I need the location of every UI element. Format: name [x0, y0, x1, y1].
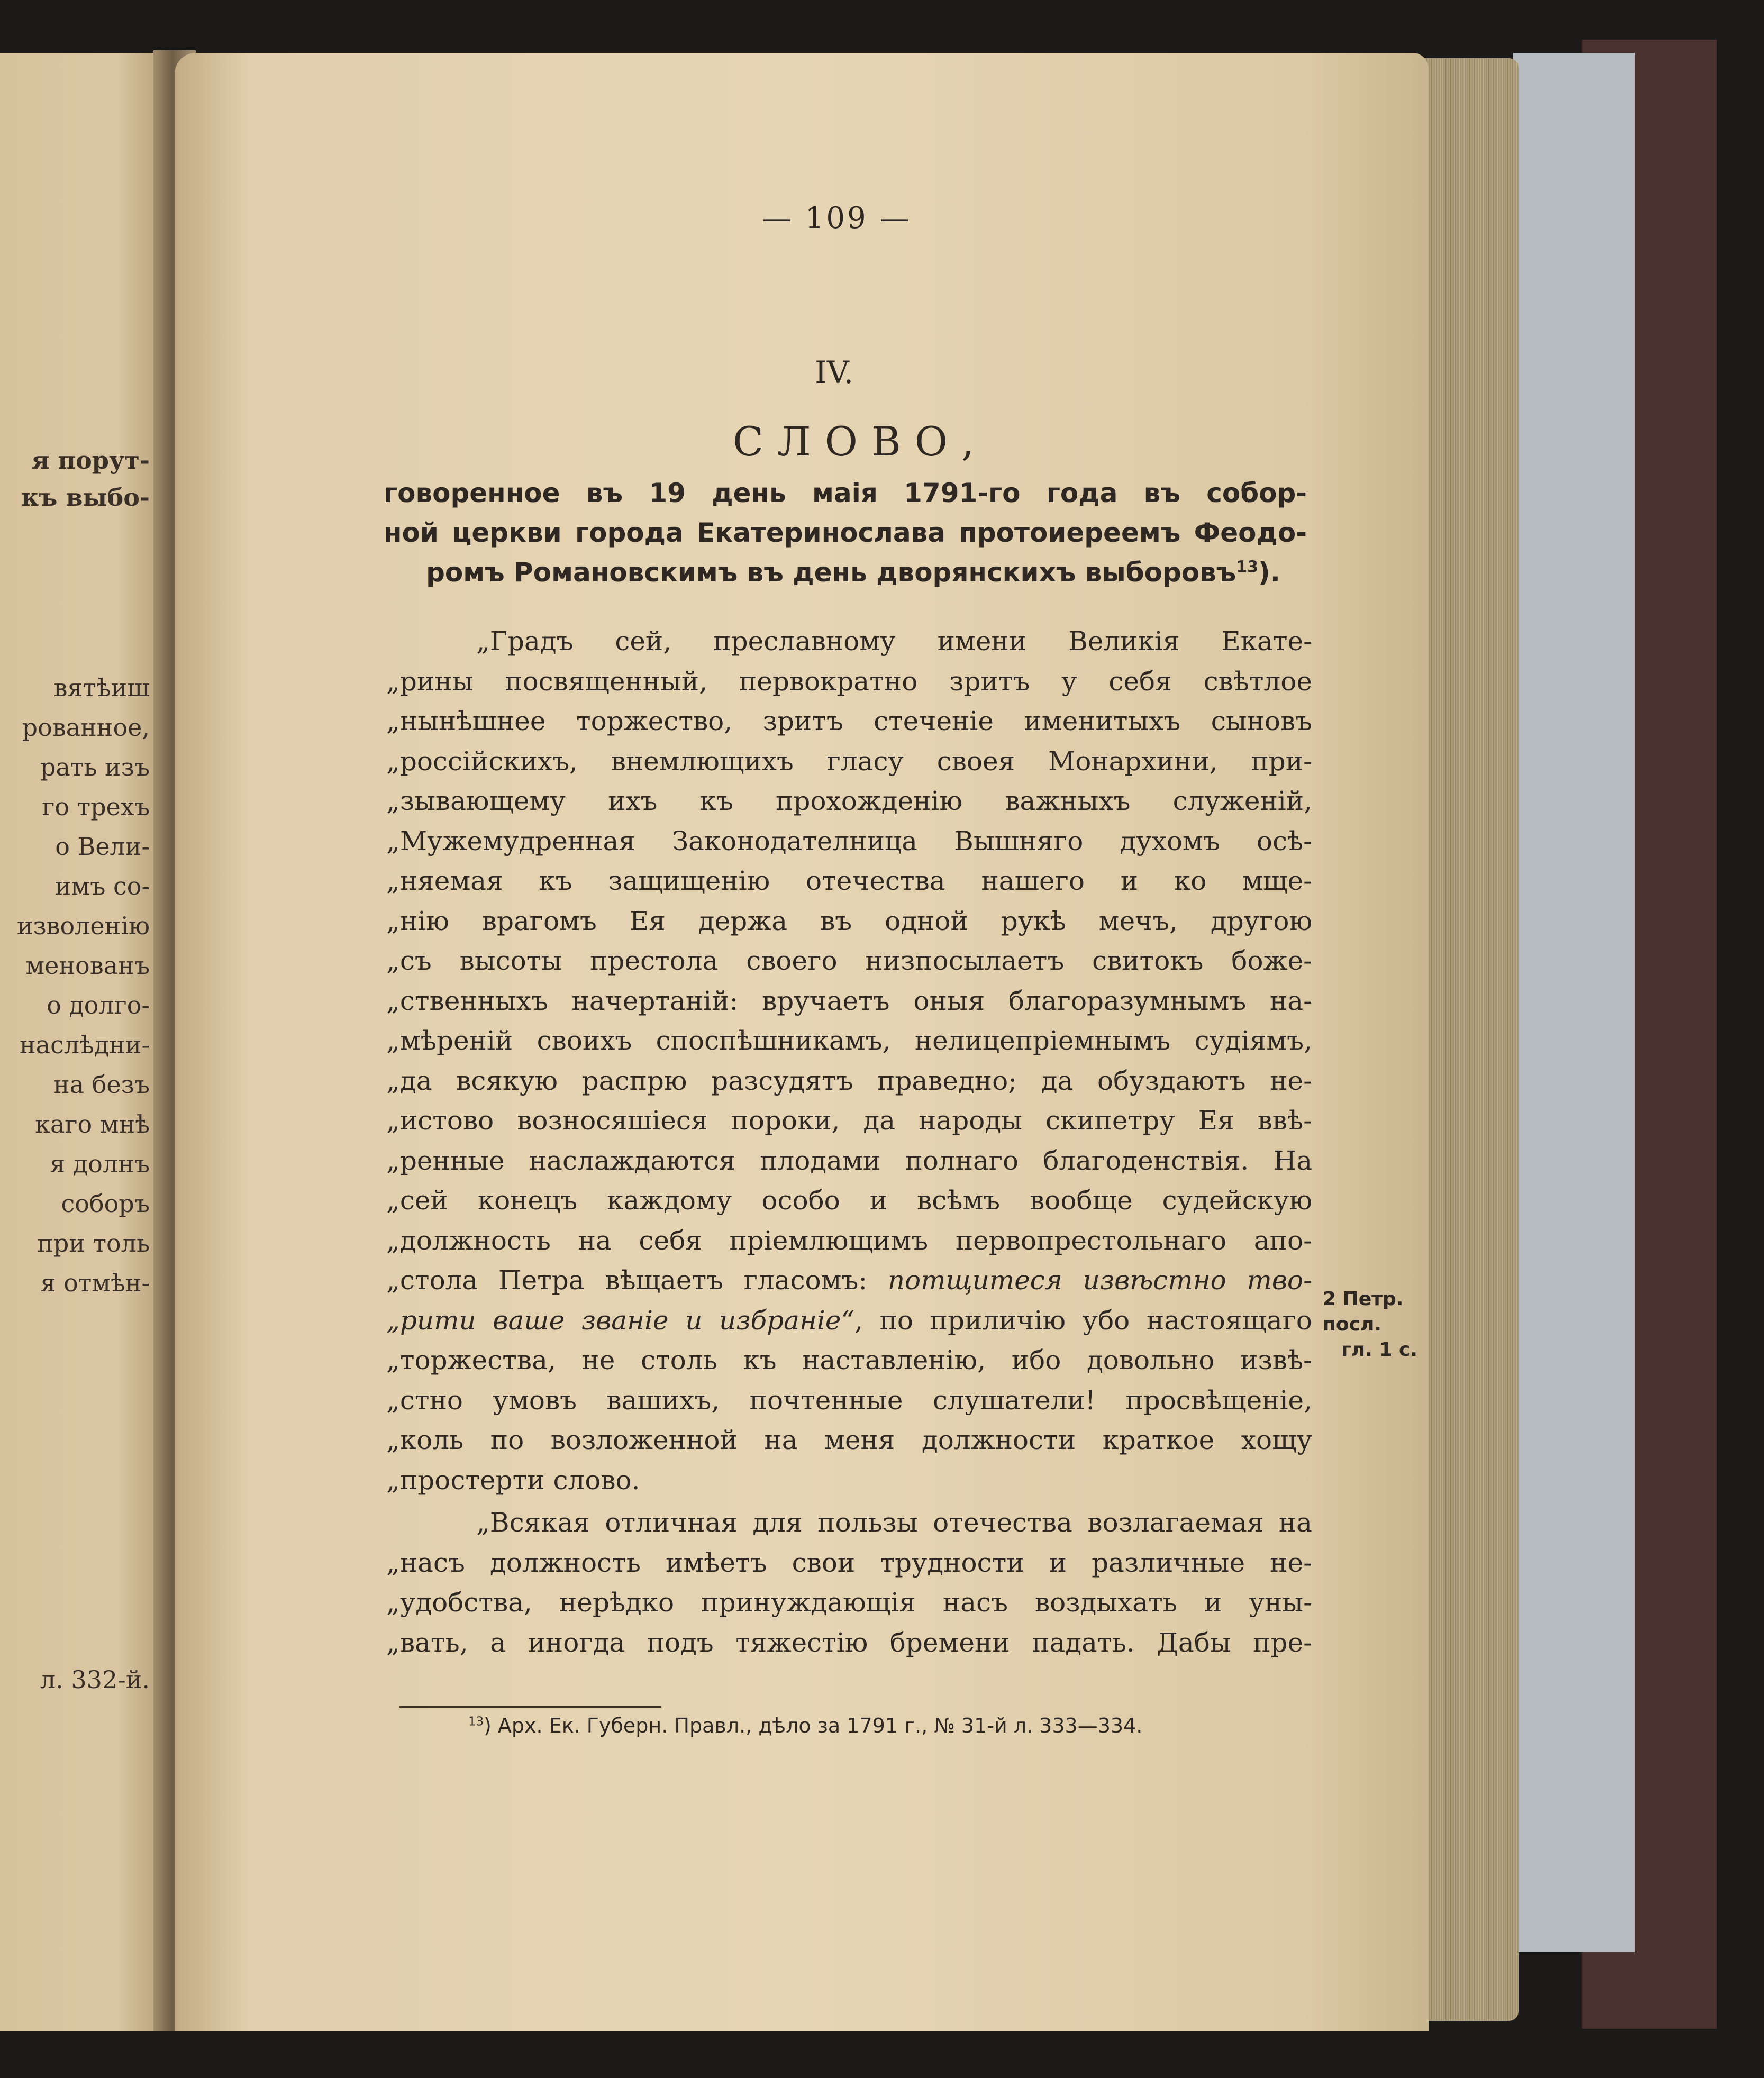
left-page-line: о Вели-: [55, 832, 150, 861]
body-line-quote: [386, 1301, 1312, 1341]
body-line: „мѣреній своихъ споспѣшникамъ, нелицепріемнымъ судіямъ,: [386, 1025, 1312, 1056]
body-line: „ренные наслаждаются плодами полнаго благоденствія. На: [386, 1145, 1312, 1176]
left-page-line: вятѣиш: [53, 673, 150, 702]
footnote-number: 13: [468, 1715, 484, 1729]
body-line: „да всякую распрю разсудятъ праведно; да обуздаютъ не-: [386, 1065, 1312, 1096]
body-line: „сей конецъ каждому особо и всѣмъ вообще судейскую: [386, 1185, 1312, 1216]
left-page-line: о долго-: [47, 991, 150, 1019]
body-line: „россійскихъ, внемлющихъ гласу своея Монархини, при-: [386, 745, 1312, 777]
left-page-line: соборъ: [61, 1189, 150, 1218]
subtitle-line: ной церкви города Екатеринослава протоиереемъ Феодо-: [384, 517, 1307, 548]
quote-lead: „стола Петра вѣщаетъ гласомъ:: [386, 1265, 888, 1296]
body-line: „нынѣшнее торжество, зритъ стеченіе именитыхъ сыновъ: [386, 706, 1312, 736]
left-page-line: я долнъ: [50, 1150, 150, 1178]
body-line: „Всякая отличная для пользы отечества возлагаемая на: [476, 1507, 1312, 1538]
body-line: „рины посвященный, первократно зритъ у себя свѣтлое: [386, 666, 1312, 697]
page-number: — 109 —: [762, 201, 912, 235]
left-page-line: имъ со-: [54, 872, 150, 900]
right-page: [175, 53, 1429, 2031]
body-line: „зывающему ихъ къ прохожденію важныхъ служеній,: [386, 786, 1312, 816]
sermon-subtitle: [384, 473, 1307, 593]
left-page-line: го трехъ: [42, 792, 150, 821]
footnote-text: ) Арх. Ек. Губерн. Правл., дѣло за 1791 г., № 31-й л. 333—334.: [484, 1714, 1143, 1737]
left-page-line: менованъ: [25, 951, 150, 980]
margin-note: [1323, 1287, 1429, 1363]
footnote-rule: [399, 1706, 661, 1708]
left-page-line: л. 332-й.: [40, 1665, 150, 1694]
margin-note-line: гл. 1 с.: [1341, 1339, 1417, 1361]
body-line: „Мужемудренная Законодателница Вышняго духомъ осѣ-: [386, 825, 1312, 856]
quote-rest: , по приличію убо настоящаго: [854, 1305, 1312, 1336]
subtitle-line-text: ромъ Романовскимъ въ день дворянскихъ выборовъ: [426, 557, 1236, 588]
body-line-quote: [386, 1261, 1312, 1301]
body-line: „коль по возложенной на меня должности краткое хощу: [386, 1425, 1312, 1455]
margin-note-line: 2 Петр. посл.: [1323, 1288, 1404, 1335]
left-page-line: рованное,: [22, 713, 150, 742]
body-line: „насъ должность имѣетъ свои трудности и различные не-: [386, 1547, 1312, 1578]
subtitle-line: говоренное въ 19 день маія 1791-го года въ собор-: [384, 478, 1307, 508]
body-line: „Градъ сей, преславному имени Великія Екате-: [476, 626, 1312, 657]
body-line: „простерти слово.: [386, 1464, 640, 1496]
section-number: IV.: [815, 354, 854, 390]
left-page-line: къ выбо-: [21, 483, 150, 512]
body-line: „вать, а иногда подъ тяжестію бремени падать. Дабы пре-: [386, 1627, 1312, 1658]
left-page-line: при толь: [37, 1229, 150, 1257]
left-page-line: я отмѣн-: [40, 1269, 150, 1297]
backing-board: [1513, 53, 1635, 1952]
left-page-line: изволенію: [16, 912, 150, 940]
scripture-quote: потщитеся извѣстно тво-: [887, 1265, 1312, 1296]
left-page-line: я порут-: [31, 446, 150, 475]
left-page-line: рать изъ: [40, 753, 150, 781]
subtitle-end: ).: [1258, 557, 1280, 588]
left-page-line: наслѣдни-: [20, 1031, 150, 1059]
sermon-body: [386, 622, 1312, 1663]
body-line: „няемая къ защищенію отечества нашего и ко мще-: [386, 865, 1312, 896]
body-line: „нію врагомъ Ея держа въ одной рукѣ мечъ, другою: [386, 905, 1312, 936]
body-line: „торжества, не столь къ наставленію, ибо довольно извѣ-: [386, 1345, 1312, 1375]
footnote-marker: 13: [1236, 558, 1259, 577]
footnote: [468, 1714, 1142, 1737]
left-page: [0, 53, 167, 2031]
body-line: „стно умовъ вашихъ, почтенные слушатели! просвѣщеніе,: [386, 1384, 1312, 1416]
left-page-line: на безъ: [53, 1070, 150, 1099]
body-line: „истово возносяшіеся пороки, да народы скипетру Ея ввѣ-: [386, 1105, 1312, 1136]
left-page-line: каго мнѣ: [35, 1110, 150, 1138]
body-line: „съ высоты престола своего низпосылаетъ свитокъ боже-: [386, 945, 1312, 976]
scripture-quote: „рити ваше званіе и избраніе“: [386, 1305, 855, 1336]
body-line: „должность на себя пріемлющимъ первопрестольнаго апо-: [386, 1225, 1312, 1256]
subtitle-line: [384, 553, 1307, 593]
body-line: „ственныхъ начертаній: вручаетъ оныя благоразумнымъ на-: [386, 985, 1312, 1016]
sermon-title: СЛОВО,: [733, 418, 988, 465]
body-line: „удобства, нерѣдко принуждающія насъ воздыхать и уны-: [386, 1587, 1312, 1618]
